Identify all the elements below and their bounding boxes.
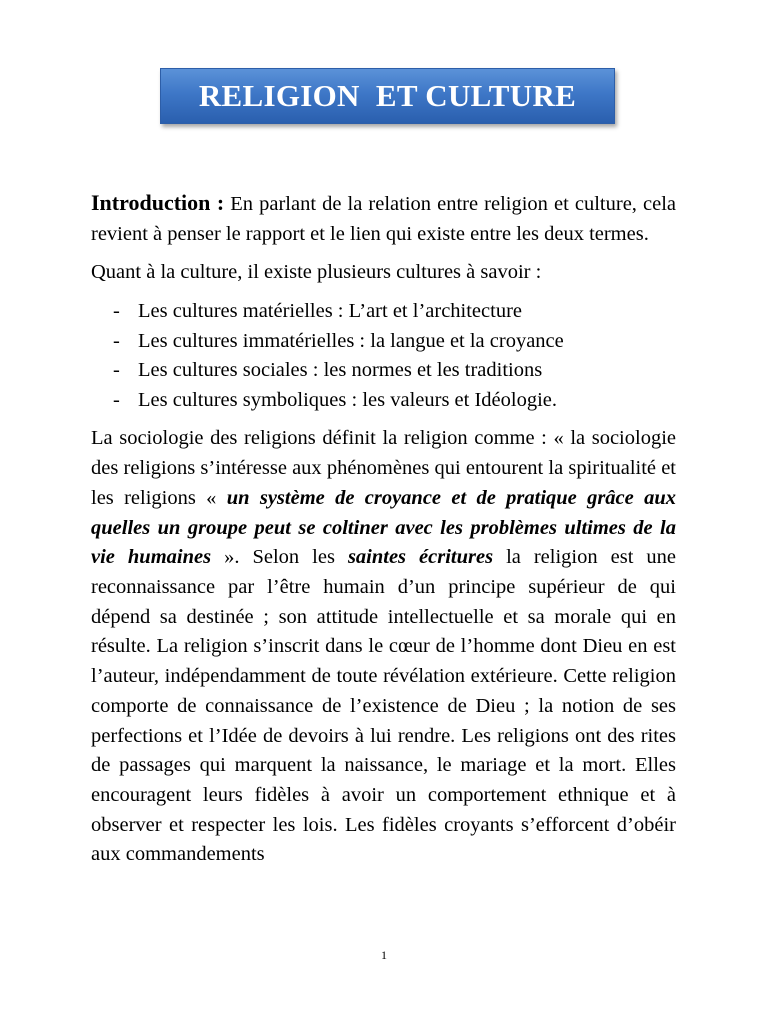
bullet-marker: -: [113, 329, 120, 352]
culture-list: [91, 297, 676, 415]
list-item: [91, 386, 676, 416]
emphasized-definition: un système de croyance et de pratique grâce aux quelles un groupe peut se coltiner avec les problèmes ultimes de la vie humaines: [91, 486, 676, 569]
intro-label: Introduction :: [91, 190, 225, 215]
list-item: [91, 327, 676, 357]
list-item: [91, 297, 676, 327]
list-item-text: Les cultures sociales : les normes et les traditions: [138, 359, 543, 382]
title-banner: [160, 68, 615, 124]
intro-text: En parlant de la relation entre religion et culture, cela revient à penser le rapport et le lien qui existe entre les deux termes.: [91, 193, 676, 245]
document-body: [91, 188, 676, 870]
list-item-text: Les cultures symboliques : les valeurs et Idéologie.: [138, 388, 558, 411]
emphasized-scriptures: saintes écritures: [347, 546, 494, 569]
culture-intro-paragraph: Quant à la culture, il existe plusieurs cultures à savoir :: [91, 261, 542, 284]
bullet-marker: -: [113, 388, 120, 411]
intro-paragraph: [91, 188, 676, 249]
page-number: 1: [381, 948, 387, 962]
list-item: [91, 356, 676, 386]
body-text-part3: la religion est une reconnaissance par l’être humain d’un principe supérieur de qui dépend sa destinée ; son attitude intellectuelle et sa morale qui en résulte. La religion s’inscrit dans le cœur de l’homme dont Dieu en est l’auteur, indépendamment de toute révélation extérieure. Cette religion comporte de connaissance de l’existence de Dieu ; la notion de ses perfections et l’Idée de devoirs à lui rendre. Les religions ont des rites de passages qui marquent la naissance, le mariage et la mort. Elles encouragent leurs fidèles à avoir un comportement ethnique et à observer et respecter les lois. Les fidèles croyants s’efforcent d’obéir aux commandements: [91, 546, 676, 866]
bullet-marker: -: [113, 359, 120, 382]
bullet-marker: -: [113, 300, 120, 323]
list-item-text: Les cultures matérielles : L’art et l’architecture: [138, 300, 523, 323]
sociology-paragraph: [91, 424, 676, 870]
body-text-part2: ». Selon les: [211, 546, 348, 569]
document-title: RELIGION ET CULTURE: [198, 78, 577, 113]
body-text-part1: La sociologie des religions définit la religion comme : « la sociologie des religions s’intéresse aux phénomènes qui entourent la spiritualité et les religions «: [91, 427, 676, 509]
list-item-text: Les cultures immatérielles : la langue et la croyance: [138, 329, 564, 352]
